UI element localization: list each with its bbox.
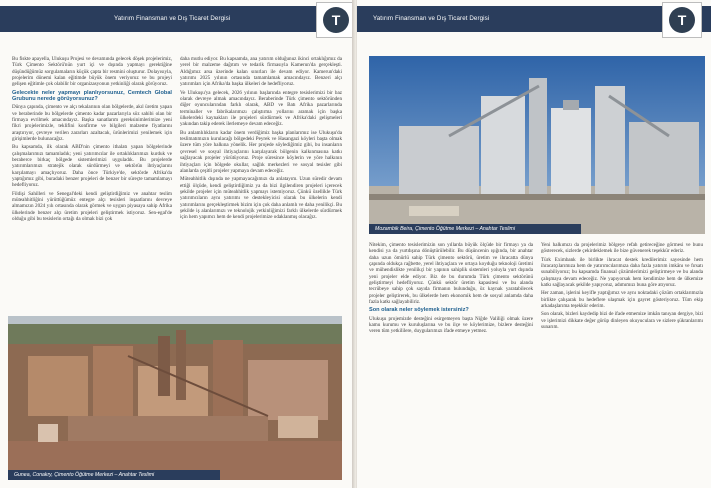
grinding-plant-photo [369, 56, 705, 234]
right-col2-paragraph-3: Her zaman, işlerini keyifle yaptığımız ve aynı noktadaki çözüm ortaklarımızla birlikte çalışarak bu hedeflere ulaşmak için gayret gösteriyoruz. Tüm ekip arkadaşlarıma teşekkür ederim. [541, 290, 703, 310]
left-col2-paragraph-1: daha mutlu ediyor. Bu kapsamda, ana yatırım olduğunuz ikinci ortaklığımız da yerel bir malzeme dağıtım ve tedarik firmasıyla Kamerun'da gerçekleşti. Aldığımız arsa üzerinde kalan sınırları ile devam ediyor. Kamerun'daki yatırımı 2025 yılının ortasında tamamlamak amacındayız. Benzeri alçı yatırımları için Afrika'da başka ülkeleri de hedefliyoruz. [180, 56, 342, 88]
left-header-title: Yatırım Finansman ve Dış Ticaret Dergisi [114, 15, 231, 22]
right-photo-caption: Mozambik Beira, Çimento Öğütme Merkezi – Anahtar Teslimi [369, 224, 581, 234]
left-page [0, 0, 354, 488]
right-header-title: Yatırım Finansman ve Dış Ticaret Dergisi [373, 15, 490, 22]
logo-circle-icon [669, 7, 695, 33]
left-column-1 [12, 56, 172, 326]
left-photo-conakry-plant [8, 316, 342, 480]
right-page [357, 0, 711, 488]
left-photo-caption: Gunea, Conakry, Çimento Öğütme Merkezi – Anahtar Teslimi [8, 470, 220, 480]
left-header-band [0, 6, 318, 32]
right-col1-paragraph-1: Nitekim, çimento tesislerimizin son yıllarda büyük ölçüde bir firmayı ya da kendisi ya da yurtdışına dönüştürülebilir. Bu düşüncenin ışığında, bir anahtar daha uzun ömürlü sahip Türk çimento sektörü, üretim ve ihracatta dünya çapında oldukça rağbette, yerel ihtiyaçlara ve ortaya koyduğu teknoloji üretimi ve mühendislikte yenilikçi bir yapının sahiplik sistemleri yoluyla yurt dışında yeni projeler elde ediyor. Biz de bu durumda Türk çimento sektörünü geliştirmeyi hedefliyoruz. Çünkü sektör üretim kapasitesi ve bu alanda tecrübeye sahip çok sayıda firmanın bulunduğu, öz kaynak yaratabilecek projeler geliştirerek, bu ülkelerde hem ekonomik hem de sosyal anlamda daha fazla katkı sağlayabiliriz. [369, 242, 533, 306]
left-question-heading: Gelecekte neler yapmayı planlıyorsunuz, Cemtech Global Grubunu nerede görüyorsunuz? [12, 89, 172, 103]
right-col1-closing-paragraph: Ulukuşu projemizde desteğini esirgemeyen başta Niğde Valiliği olmak üzere kamu kurumu ve kuruluşlarına ve bu ilçe ve köylerimize, bizlere desteğini veren tüm yetkililere, duygularımızı ifade etmeye yetmez. [369, 315, 533, 335]
right-col2-paragraph-1: Yeni halkımızı da projelerimiz bölgeye refah getireceğine görmesi ve bunu gösterecek, sizlerde çekirdeklemek ile bize güvenerek teşekkür ederiz. [541, 242, 703, 255]
left-body-paragraph-2: Bu kapsamda, ilk olarak ABD'nin çimento ithalatı yapan bölgelerinde çalışmalarımızı tamamladık; yeni yatırımcılar ile ortaklıklarımızı kurduk ve beraberce birkaç bölgede sistemlerimizi uyguladık. Bu projelerde yatırımlarımızı stratejik olarak sürdürmeyi ve sektörün ihtiyaçlarını karşılamayı amaçlıyoruz. Daha önce Türkiye'de, sektörde Afrika'da yaptığımız gibi, buradaki benzer projeleri de benzer bir süreçte tamamlamayı hedefliyoruz. [12, 144, 172, 189]
right-header-band [357, 6, 711, 32]
right-question-heading: Son olarak neler söylemek istersiniz? [369, 307, 469, 314]
left-body-paragraph-1: Dünya çapında, çimento ve alçı tekalarının olan bölgelerde, akıl üretim yapan ve beraberinde bu bölgelerde çimento kadar pazarlarıyla söz sahibi olan bir firmaya evrilmek amacındayız. Başka sanatlarım gereksinimlerimize yeni fikri projelerimizle, teklifini konfirme ve bilgileri malzeme fiyatlarını araştırıyor, çevreye verilen zararları azaltacak, ürünlerimizi yenilemek için girişimlerde bulunacağız. [12, 104, 172, 143]
logo-circle-icon [323, 7, 349, 33]
logo-letter: T [331, 12, 341, 28]
right-column-2 [541, 242, 703, 482]
right-col2-paragraph-2: Türk Eximbank ile birlikte ihracat destek kredilerimiz sayesinde hem ihracatçılarımıza hem de yatırımcılarımıza daha fazla yatırım imkânı ve fırsatı sunabiliyoruz; bu kapsamda finansal çözümlerimizi geliştirmeye ve bu alanda çalışmaya devam edeceğiz. Ne yapıyorsak hem kendimize hem de ülkemize katkı sağlayacak şekilde yapıyoruz, adımımızı buna göre atıyoruz. [541, 256, 703, 289]
left-col2-paragraph-3: Bu anlamlılıkların kadar önem verdiğimiz başka planlarımız ise Ulukuşu'da teslimatımızın kurulacağı bölgedeki Peyrek ve Hasangazi köyleri başta olmak üzere tüm yöre halkına yönelik. Her projede söylediğimiz gibi, bu insanların çevresel ve sosyal ihtiyaçlarını karşılayarak bölgenin kalkınmasına katkı sağlayacak projeler yürütüyoruz. Proje süresince köylerin ve yöre halkının ihtiyaçları için bölgede okullar, sağlık merkezleri ve sosyal tesisler gibi alanlarda çeşitli projeler yapmaya devam edeceğiz. [180, 129, 342, 174]
right-logo [662, 2, 702, 38]
right-column-1 [369, 242, 533, 482]
left-logo [316, 2, 354, 38]
cement-plant-photo [8, 316, 342, 480]
left-intro-paragraph: Bu fiskte apayella, Ulukuşu Projesi ve devamında gelecek döşek projelerimiz, Türk Çimento Sektörü'nün yurt içi ve dışında yapmayı gerektiğine düşündüğümüz sorgulamaların küçük çapta bir resmini oluşturur. Dolayısıyla, projelerim dönemi kalan eğitimde büyük önem veriyoruz ve bu projeyi gelişen eğitimle çok olabilir bir organizasyonun yetkinliği olarak görüyoruz. [12, 56, 172, 88]
left-col2-paragraph-2: Ve Ulukuşu'ya gelecek, 2026 yılının başlarında entegre tesislerimizi bir baz olarak devreye almak amacındayız. Beraberinde Türk çimento sektöründen diğer oyuncularından farklı olarak, ABD ve Batı Afrika pazarlarında terminaller ve fabrikalarımızı çalıştırma yollarını aramak için başka ülkelerdeki kaynakları ile projeleri sürdürmek ve Afrika'daki gelişmeleri yakından takip ederek ilerlemeye devam edeceğiz. [180, 89, 342, 128]
left-column-2 [180, 56, 342, 314]
right-col2-paragraph-4: Son olarak, bizleri kaydedip bizi de ifade etmemize imkân tanıyan dergiye, bizi ve işlerimizi dikkate değer görüp dinleyen okuyuculara ve sizlere şükranlarımı sunarım. [541, 311, 703, 331]
right-photo-beira-plant [369, 56, 705, 234]
left-body-paragraph-3: Fildişi Sahilleri ve Senegal'deki kendi geliştirdiğimiz ve anahtar teslim müteahhitliğini yürüttüğümüz entegre alçı tesisleri inşaatlarını devreye almamızın 2024 yılı ortasında olarak görmek ve uygun piyasaya sahip Afrika ülkelerinde benzer alçı üretim projeleri geliştirmek istiyoruz. Sen-egal'de olduğu gibi bu tesislerin ortağı da olmak bizi çok [12, 190, 172, 223]
left-col2-paragraph-4: Müteahhitlik dışında ne yapmayacağımızı da anlatayım. Uzun süredir devam ettiği ölçüde, kendi geliştirdiğimiz ya da bizi ilgilendiren projeleri içerecek şekilde projeler için müteahhitlik yapmayı istemiyoruz. Çünkü özellikle Türk yatırımcıların aynı yatırımı ve destekleyicisi olarak bu ülkelerin kendi yatırımlarını gerçekleştirmek bizim için çok daha anlamlı ve daha yenilikçi. Bu şekilde iş alanlarımızı ve teknolojik yetkinliğimizi farklı ülkelerde sürdürmek için hem yapımcı hem de kendi projelerimize odaklanmış olacağız. [180, 176, 342, 221]
logo-letter: T [677, 12, 687, 28]
